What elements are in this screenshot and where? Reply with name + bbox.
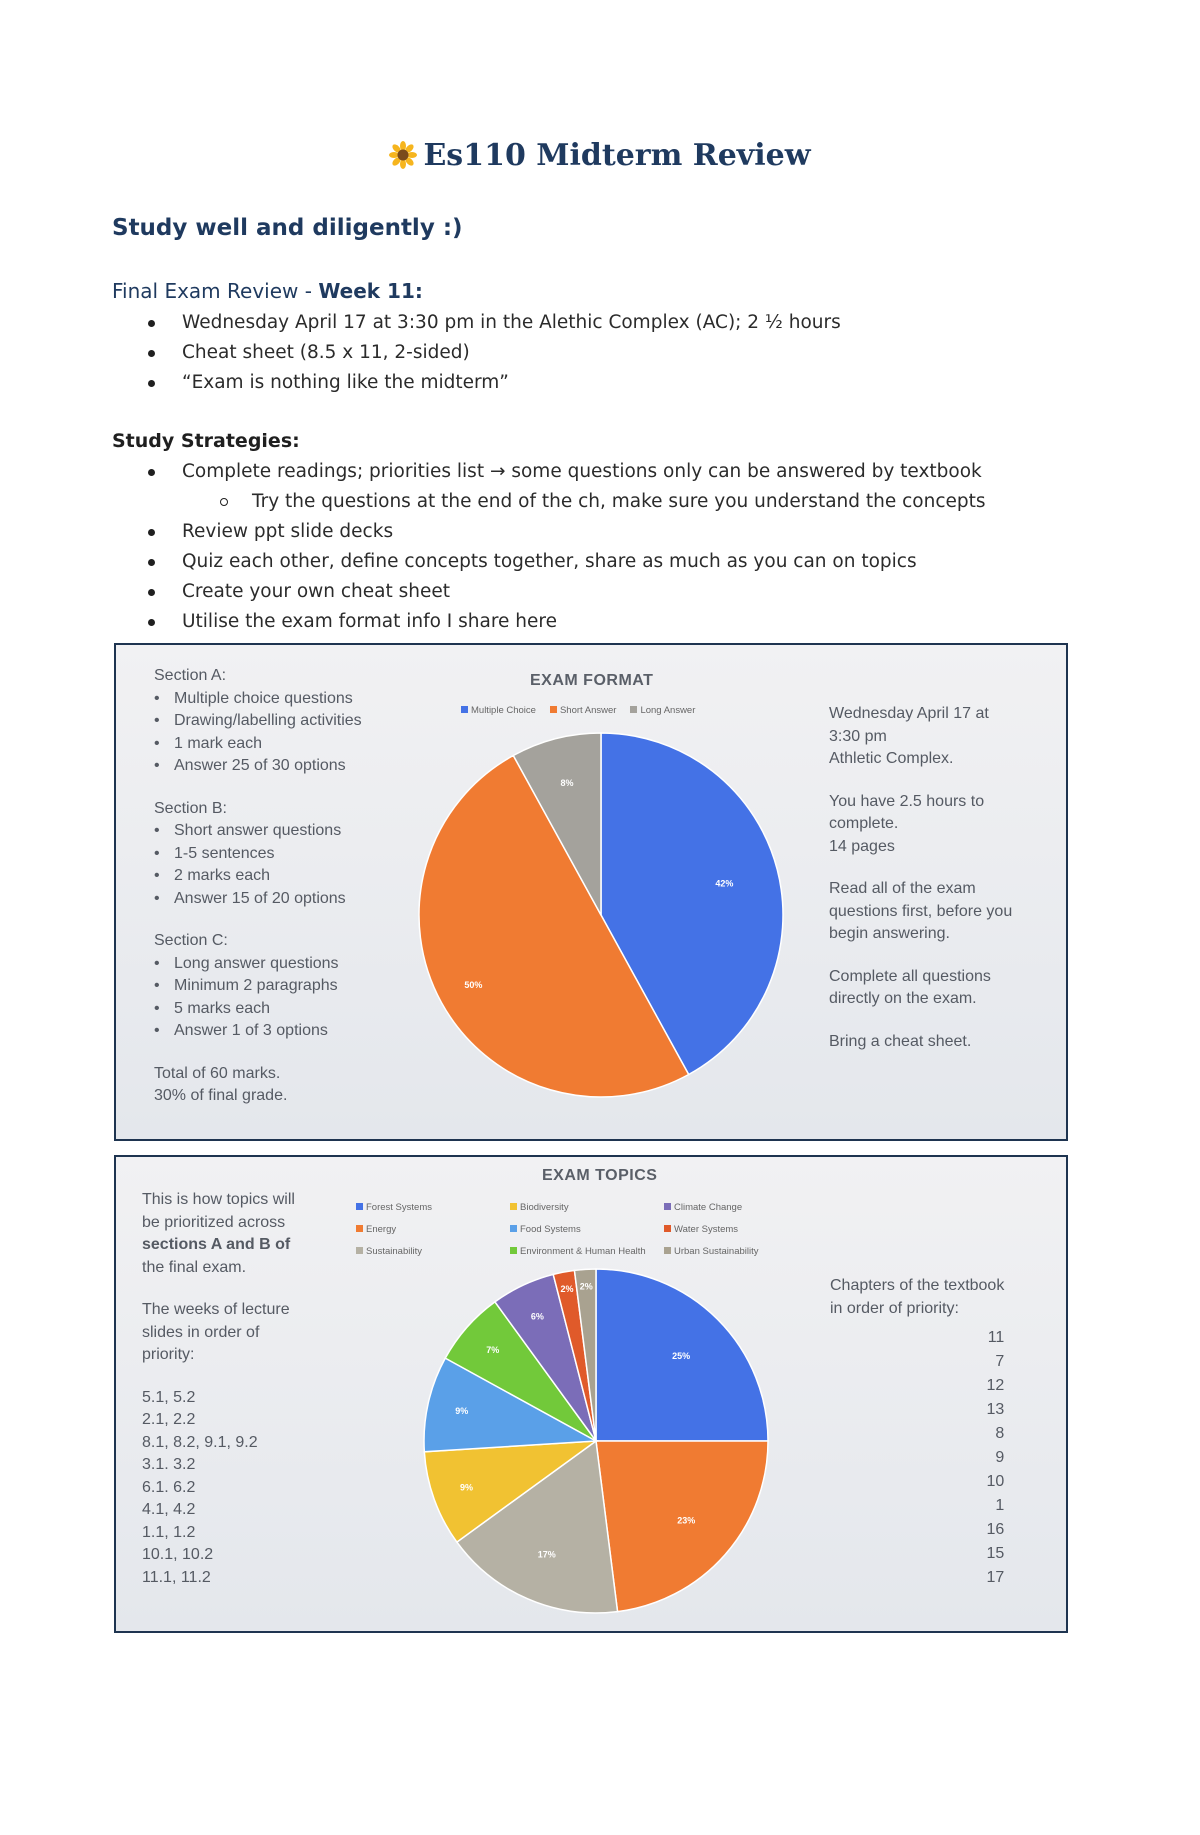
final-heading-plain: Final Exam Review -	[112, 279, 319, 303]
list-item: • 1 mark each	[154, 733, 362, 756]
chapters-heading: in order of priority:	[830, 1299, 959, 1317]
list-item: 3.1. 3.2	[142, 1456, 196, 1473]
topics-intro-text	[142, 1189, 295, 1589]
list-item: 5.1, 5.2	[142, 1388, 196, 1406]
list-item: Quiz each other, define concepts together, share as much as you can on topics	[112, 547, 986, 577]
chapters-text	[830, 1275, 1004, 1590]
list-item: 8.1, 8.2, 9.1, 9.2	[142, 1433, 258, 1451]
pie-label: 23%	[677, 1515, 696, 1526]
legend-item	[356, 1219, 506, 1241]
legend-label: Forest Systems	[366, 1202, 432, 1213]
pie-label: 9%	[455, 1405, 469, 1416]
legend-label: Long Answer	[640, 705, 696, 716]
chapter-number: 12	[986, 1377, 1005, 1394]
intro-line: This is how topics will	[142, 1191, 295, 1208]
legend-item	[356, 1197, 506, 1219]
chapter-number: 17	[986, 1569, 1005, 1586]
chart-legend	[461, 705, 709, 716]
pie-label: 17%	[537, 1549, 556, 1560]
weeks-line: priority:	[142, 1346, 195, 1363]
list-item: 2.1, 2.2	[142, 1411, 196, 1428]
pie-slice-energy	[596, 1441, 768, 1612]
detail-line: directly on the exam.	[829, 990, 977, 1007]
legend-label: Sustainability	[366, 1246, 422, 1257]
list-item: • 5 marks each	[154, 998, 362, 1021]
legend-swatch	[510, 1247, 517, 1254]
list-item: 10.1, 10.2	[142, 1546, 214, 1563]
detail-line: You have 2.5 hours to	[829, 792, 985, 810]
detail-line: begin answering.	[829, 925, 950, 942]
chapter-number: 13	[986, 1401, 1005, 1418]
pie-label: 7%	[486, 1345, 500, 1356]
legend-label: Biodiversity	[520, 1202, 569, 1213]
final-heading-week: Week 11:	[318, 279, 423, 303]
chapter-number: 9	[995, 1449, 1005, 1466]
legend-swatch	[356, 1203, 363, 1210]
list-item: • Answer 15 of 20 options	[154, 888, 362, 911]
list-item: 4.1, 4.2	[142, 1501, 196, 1518]
legend-label: Water Systems	[674, 1224, 739, 1235]
chapter-number: 16	[986, 1521, 1005, 1538]
detail-line: complete.	[829, 815, 899, 832]
list-item: • Minimum 2 paragraphs	[154, 975, 362, 998]
detail-line: Wednesday April 17 at	[829, 705, 989, 722]
legend-swatch	[664, 1203, 671, 1210]
exam-topics-slide	[114, 1155, 1068, 1633]
detail-line: 14 pages	[829, 837, 895, 855]
list-item: • Drawing/labelling activities	[154, 710, 362, 733]
chapter-number: 8	[995, 1425, 1005, 1442]
legend-item	[510, 1219, 660, 1241]
legend-label: Energy	[366, 1224, 397, 1235]
legend-label: Climate Change	[674, 1202, 743, 1213]
intro-line: sections A and B of	[142, 1236, 291, 1253]
exam-format-pie	[411, 725, 791, 1105]
list-item: • 2 marks each	[154, 865, 362, 888]
final-grade-share: 30% of final grade.	[154, 1087, 288, 1104]
chapter-number: 11	[987, 1329, 1005, 1346]
chapter-list	[830, 1326, 1004, 1590]
pie-label: 6%	[530, 1311, 544, 1322]
detail-line: questions first, before you	[829, 902, 1013, 920]
detail-line: Read all of the exam	[829, 880, 976, 897]
section-a-heading: Section A:	[154, 667, 227, 684]
legend-label: Food Systems	[520, 1224, 581, 1235]
list-item: Wednesday April 17 at 3:30 pm in the Alethic Complex (AC); 2 ½ hours	[112, 308, 841, 338]
detail-line: Athletic Complex.	[829, 750, 954, 767]
title-text: Es110 Midterm Review	[423, 138, 811, 173]
format-details-text	[829, 703, 1012, 1053]
list-item: • Answer 25 of 30 options	[154, 755, 362, 778]
intro-line: the final exam.	[142, 1258, 247, 1276]
legend-swatch	[510, 1203, 517, 1210]
chapter-number: 15	[986, 1545, 1005, 1562]
exam-format-slide	[114, 643, 1068, 1141]
legend-item	[510, 1241, 660, 1263]
exam-topics-pie	[416, 1261, 776, 1621]
pie-label: 50%	[464, 980, 483, 991]
chart-title: EXAM FORMAT	[530, 672, 654, 689]
legend-item	[664, 1241, 814, 1263]
pie-label: 2%	[560, 1283, 574, 1294]
legend-swatch	[550, 706, 557, 713]
list-item: 1.1, 1.2	[142, 1523, 196, 1541]
list-item: Utilise the exam format info I share here	[112, 607, 986, 637]
list-item: • Answer 1 of 3 options	[154, 1020, 362, 1043]
list-item: Try the questions at the end of the ch, make sure you understand the concepts	[112, 487, 986, 517]
legend-swatch	[510, 1225, 517, 1232]
legend-swatch	[664, 1247, 671, 1254]
pie-label: 42%	[715, 878, 734, 889]
format-sections-text	[154, 665, 362, 1108]
legend-item	[461, 705, 536, 716]
total-marks: Total of 60 marks.	[154, 1064, 281, 1082]
legend-item	[356, 1241, 506, 1263]
list-item: • Multiple choice questions	[154, 688, 362, 711]
section-c-heading: Section C:	[154, 932, 228, 949]
chapters-heading: Chapters of the textbook	[830, 1277, 1005, 1294]
legend-item	[664, 1197, 814, 1219]
detail-line: Bring a cheat sheet.	[829, 1032, 972, 1050]
list-item: Create your own cheat sheet	[112, 577, 986, 607]
legend-label: Multiple Choice	[471, 705, 536, 716]
page-title	[0, 138, 1200, 173]
list-item: • Long answer questions	[154, 953, 362, 976]
sunflower-icon	[389, 141, 417, 169]
legend-swatch	[356, 1247, 363, 1254]
list-item: Complete readings; priorities list → some questions only can be answered by textbook	[112, 457, 986, 487]
final-exam-heading	[112, 279, 423, 303]
legend-item	[630, 705, 695, 716]
list-item: Cheat sheet (8.5 x 11, 2-sided)	[112, 338, 841, 368]
pie-label: 25%	[672, 1350, 691, 1361]
legend-swatch	[461, 706, 468, 713]
detail-line: 3:30 pm	[829, 727, 887, 745]
list-item: • 1-5 sentences	[154, 843, 362, 866]
legend-item	[510, 1197, 660, 1219]
list-item: 11.1, 11.2	[142, 1568, 211, 1586]
list-item: • Short answer questions	[154, 820, 362, 843]
weeks-line: slides in order of	[142, 1323, 260, 1341]
legend-swatch	[630, 706, 637, 713]
subtitle: Study well and diligently :)	[112, 215, 463, 241]
pie-label: 9%	[460, 1482, 474, 1493]
intro-line: be prioritized across	[142, 1213, 286, 1231]
legend-label: Short Answer	[559, 705, 617, 716]
chapter-number: 1	[995, 1497, 1005, 1514]
detail-line: Complete all questions	[829, 967, 991, 985]
list-item: Review ppt slide decks	[112, 517, 986, 547]
strategies-list	[112, 457, 986, 637]
section-b-heading: Section B:	[154, 799, 227, 817]
chart-title: EXAM TOPICS	[542, 1167, 658, 1184]
final-exam-list	[112, 308, 841, 398]
chart-legend	[356, 1197, 826, 1263]
strategies-heading: Study Strategies:	[112, 430, 300, 452]
legend-label: Environment & Human Health	[520, 1246, 646, 1257]
weeks-line: The weeks of lecture	[142, 1301, 290, 1318]
chapter-number: 7	[995, 1353, 1005, 1370]
list-item: “Exam is nothing like the midterm”	[112, 368, 841, 398]
legend-item	[550, 705, 617, 716]
list-item: 6.1. 6.2	[142, 1478, 196, 1496]
pie-label: 8%	[560, 777, 574, 788]
pie-label: 2%	[579, 1281, 593, 1292]
chapter-number: 10	[986, 1473, 1005, 1490]
legend-item	[664, 1219, 814, 1241]
legend-label: Urban Sustainability	[674, 1246, 759, 1257]
legend-swatch	[664, 1225, 671, 1232]
legend-swatch	[356, 1225, 363, 1232]
